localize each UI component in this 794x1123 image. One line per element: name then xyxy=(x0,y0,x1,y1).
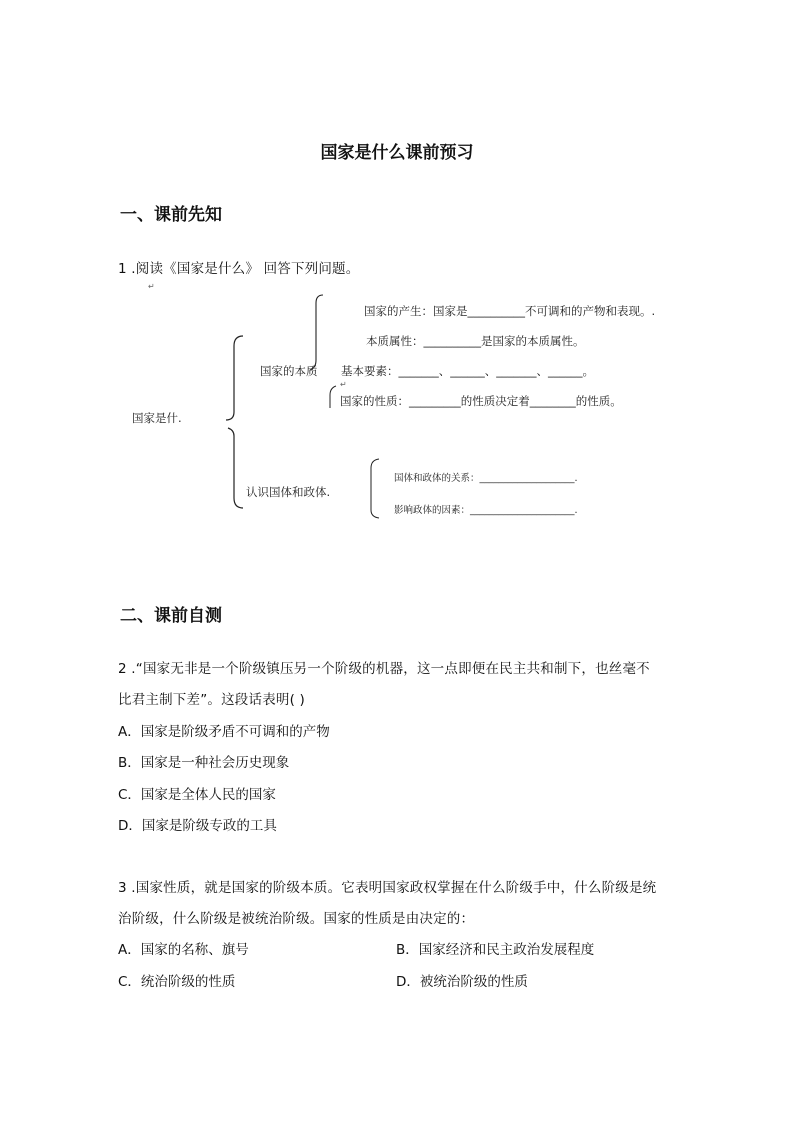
map-branch-form: 认识国体和政体. xyxy=(246,485,331,499)
question-2-option-c: C．国家是全体人民的国家 xyxy=(118,787,276,803)
map-nature: 国家的性质：_________的性质决定着________的性质。 xyxy=(340,394,622,408)
bracket-origin xyxy=(310,295,323,370)
section-heading-self-test: 二、课前自测 xyxy=(120,606,222,626)
question-3-option-c: C．统治阶级的性质 xyxy=(118,974,236,990)
map-branch-essence: 国家的本质 xyxy=(260,364,318,378)
question-3-option-b: B．国家经济和民主政治发展程度 xyxy=(396,942,595,958)
question-2-option-b: B．国家是一种社会历史现象 xyxy=(118,755,290,771)
bracket-form xyxy=(228,428,243,508)
question-1-text: 1 .阅读《国家是什么》 回答下列问题。 xyxy=(118,261,360,277)
bracket-form-items xyxy=(371,459,379,518)
question-2-line-1: 2 .“国家无非是一个阶级镇压另一个阶级的机器，这一点即便在民主共和制下，也丝毫不 xyxy=(118,661,650,677)
bracket-essence xyxy=(226,336,243,420)
map-attribute: 本质属性：__________是国家的本质属性。 xyxy=(366,334,585,348)
question-3-line-2: 治阶级，什么阶级是被统治阶级。国家的性质是由决定的： xyxy=(118,911,475,927)
map-form-relation: 国体和政体的关系：____________________. xyxy=(394,473,578,484)
page-title: 国家是什么课前预习 xyxy=(320,143,474,163)
question-3-option-d: D．被统治阶级的性质 xyxy=(396,974,528,990)
map-form-factors: 影响政体的因素：______________________. xyxy=(394,505,578,516)
question-2-option-a: A．国家是阶级矛盾不可调和的产物 xyxy=(118,724,330,740)
paragraph-mark: ↵ xyxy=(340,380,347,389)
question-2-line-2: 比君主制下差”。这段话表明( ) xyxy=(118,692,306,708)
map-origin: 国家的产生：国家是__________不可调和的产物和表现。. xyxy=(364,304,656,318)
bracket-nature xyxy=(330,386,336,408)
question-3-option-a: A．国家的名称、旗号 xyxy=(118,942,249,958)
map-elements: 基本要素：_______、______、_______、______。 xyxy=(341,364,594,378)
map-root: 国家是什. xyxy=(132,411,182,425)
paragraph-mark: ↵ xyxy=(148,282,155,291)
question-3-line-1: 3 .国家性质，就是国家的阶级本质。它表明国家政权掌握在什么阶级手中，什么阶级是统 xyxy=(118,880,657,896)
question-2-option-d: D．国家是阶级专政的工具 xyxy=(118,818,277,834)
section-heading-preview: 一、课前先知 xyxy=(120,205,222,225)
